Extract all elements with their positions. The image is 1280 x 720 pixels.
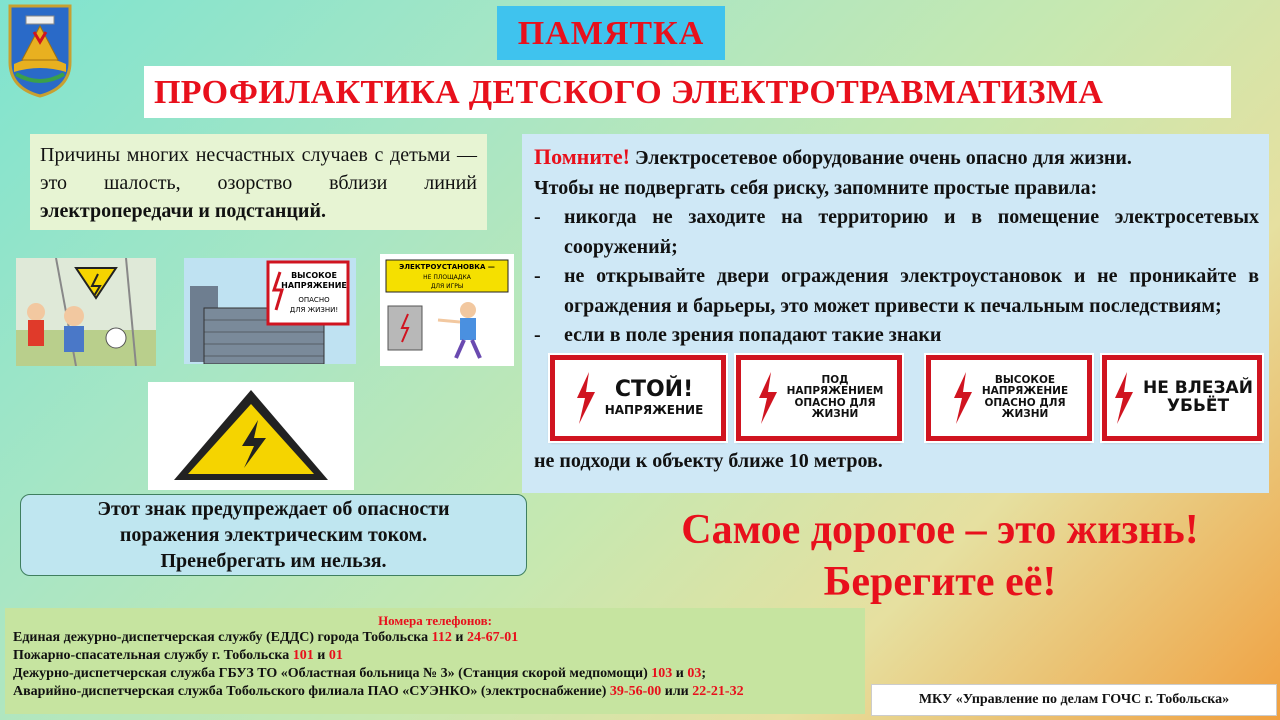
- coat-of-arms-emblem: [4, 2, 76, 98]
- rule-item: - не открывайте двери ограждения электроустановок и не проникайте в ограждения и барьеры, это может привести к печальным последствиям;: [534, 262, 1259, 321]
- lightning-bolt-icon: [573, 372, 597, 424]
- rules-intro: [534, 142, 1259, 174]
- phone-number: 103: [651, 666, 673, 681]
- sign-line: ЖИЗНИ: [1001, 407, 1049, 420]
- rules-outro: не подходи к объекту ближе 10 метров.: [534, 449, 883, 472]
- sign-line: НЕ ВЛЕЗАЙ: [1143, 377, 1253, 398]
- rule-item: - никогда не заходите на территорию и в помещение электросетевых сооружений;: [534, 203, 1259, 262]
- sign-illustration-line3: ОПАСНО: [298, 296, 330, 304]
- phone-number: 22-21-32: [692, 684, 744, 699]
- sign-line: ОПАСНО ДЛЯ: [794, 396, 876, 409]
- phone-row: [13, 629, 857, 647]
- safety-rules-box: [522, 134, 1269, 493]
- lightning-bolt-icon: [950, 372, 974, 424]
- phone-number: 01: [328, 648, 343, 663]
- electric-hazard-triangle-icon: [148, 382, 354, 490]
- memo-banner: ПАМЯТКА: [497, 6, 725, 60]
- causes-bold-text: электропередачи и подстанций.: [40, 200, 326, 222]
- phone-number: 101: [292, 648, 314, 663]
- warning-line: поражения электрическим током.: [119, 524, 428, 546]
- phone-service: Дежурно-диспетчерская служба ГБУЗ ТО «Областная больница № 3» (Станция скорой медпомощи): [13, 666, 652, 681]
- slogan-line: Самое дорогое – это жизнь!: [681, 507, 1199, 553]
- phone-numbers-box: [5, 608, 865, 714]
- sign-illustration-line1: ВЫСОКОЕ: [291, 271, 337, 280]
- rules-list: [534, 203, 1259, 351]
- phone-sep: и: [313, 648, 329, 663]
- warning-line: Этот знак предупреждает об опасности: [97, 498, 450, 520]
- danger-signs-row: [534, 355, 1259, 443]
- rules-intro-line1: Электросетевое оборудование очень опасно для жизни.: [629, 147, 1132, 169]
- sign-illustration-line2: НАПРЯЖЕНИЕ: [281, 281, 347, 290]
- organization-footer: МКУ «Управление по делам ГОЧС г. Тобольска»: [871, 684, 1277, 716]
- slogan: [600, 504, 1280, 614]
- sign-do-not-climb: [1102, 355, 1262, 441]
- playground-warning-illustration: [380, 254, 514, 366]
- sign-stop-voltage: [550, 355, 726, 441]
- sign-high-voltage: [926, 355, 1092, 441]
- phone-number: 39-56-00: [609, 684, 662, 699]
- sign-line: НАПРЯЖЕНИЕ: [604, 403, 704, 418]
- causes-text-box: [30, 134, 487, 230]
- slogan-line: Берегите её!: [823, 559, 1057, 605]
- sign-line: НАПРЯЖЕНИЕ: [981, 385, 1069, 398]
- lightning-bolt-icon: [755, 372, 779, 424]
- phone-sep: и: [451, 630, 467, 645]
- phones-title: Номера телефонов:: [378, 613, 492, 628]
- phone-tail: ;: [701, 666, 707, 681]
- sign-line: ОПАСНО ДЛЯ: [984, 396, 1066, 409]
- playground-sign-line2: НЕ ПЛОЩАДКА: [423, 274, 471, 281]
- phone-number: 03: [687, 666, 702, 681]
- phone-service: Единая дежурно-диспетчерская службу (ЕДДС) города Тобольска: [13, 630, 432, 645]
- sign-line: ЖИЗНИ: [811, 407, 859, 420]
- warning-explanation-box: [20, 494, 527, 576]
- page-title: ПРОФИЛАКТИКА ДЕТСКОГО ЭЛЕКТРОТРАВМАТИЗМА: [144, 66, 1231, 118]
- causes-text: Причины многих несчастных случаев с детьми — это шалость, озорство вблизи линий: [40, 144, 477, 194]
- playground-sign-line3: ДЛЯ ИГРЫ: [430, 283, 464, 290]
- phone-service: Аварийно-диспетчерская служба Тобольского филиала ПАО «СУЭНКО» (электроснабжение): [13, 684, 610, 699]
- lightning-bolt-icon: [1111, 372, 1135, 424]
- remember-label: Помните!: [534, 144, 630, 169]
- phone-number: 112: [431, 630, 452, 645]
- phone-sep: или: [661, 684, 693, 699]
- children-playing-illustration: [16, 258, 156, 366]
- phone-row: [13, 665, 857, 683]
- playground-sign-line1: ЭЛЕКТРОУСТАНОВКА —: [399, 263, 495, 271]
- sign-line: ПОД: [821, 374, 849, 387]
- sign-line: ВЫСОКОЕ: [994, 374, 1056, 387]
- phone-sep: и: [672, 666, 688, 681]
- rules-intro-line2: Чтобы не подвергать себя риску, запомните простые правила:: [534, 176, 1098, 199]
- phone-service: Пожарно-спасательная службу г. Тобольска: [13, 648, 293, 663]
- sign-line: НАПРЯЖЕНИЕМ: [786, 385, 884, 398]
- phone-number: 24-67-01: [466, 630, 519, 645]
- rule-item: - если в поле зрения попадают такие знаки: [534, 321, 1259, 351]
- sign-under-voltage: [736, 355, 902, 441]
- substation-illustration: [184, 258, 356, 364]
- sign-line: УБЬЁТ: [1166, 395, 1230, 416]
- phone-row: [13, 683, 857, 701]
- sign-line: СТОЙ!: [614, 377, 694, 403]
- warning-line: Пренебрегать им нельзя.: [160, 550, 387, 572]
- phone-row: [13, 647, 857, 665]
- sign-illustration-line4: ДЛЯ ЖИЗНИ!: [289, 306, 339, 314]
